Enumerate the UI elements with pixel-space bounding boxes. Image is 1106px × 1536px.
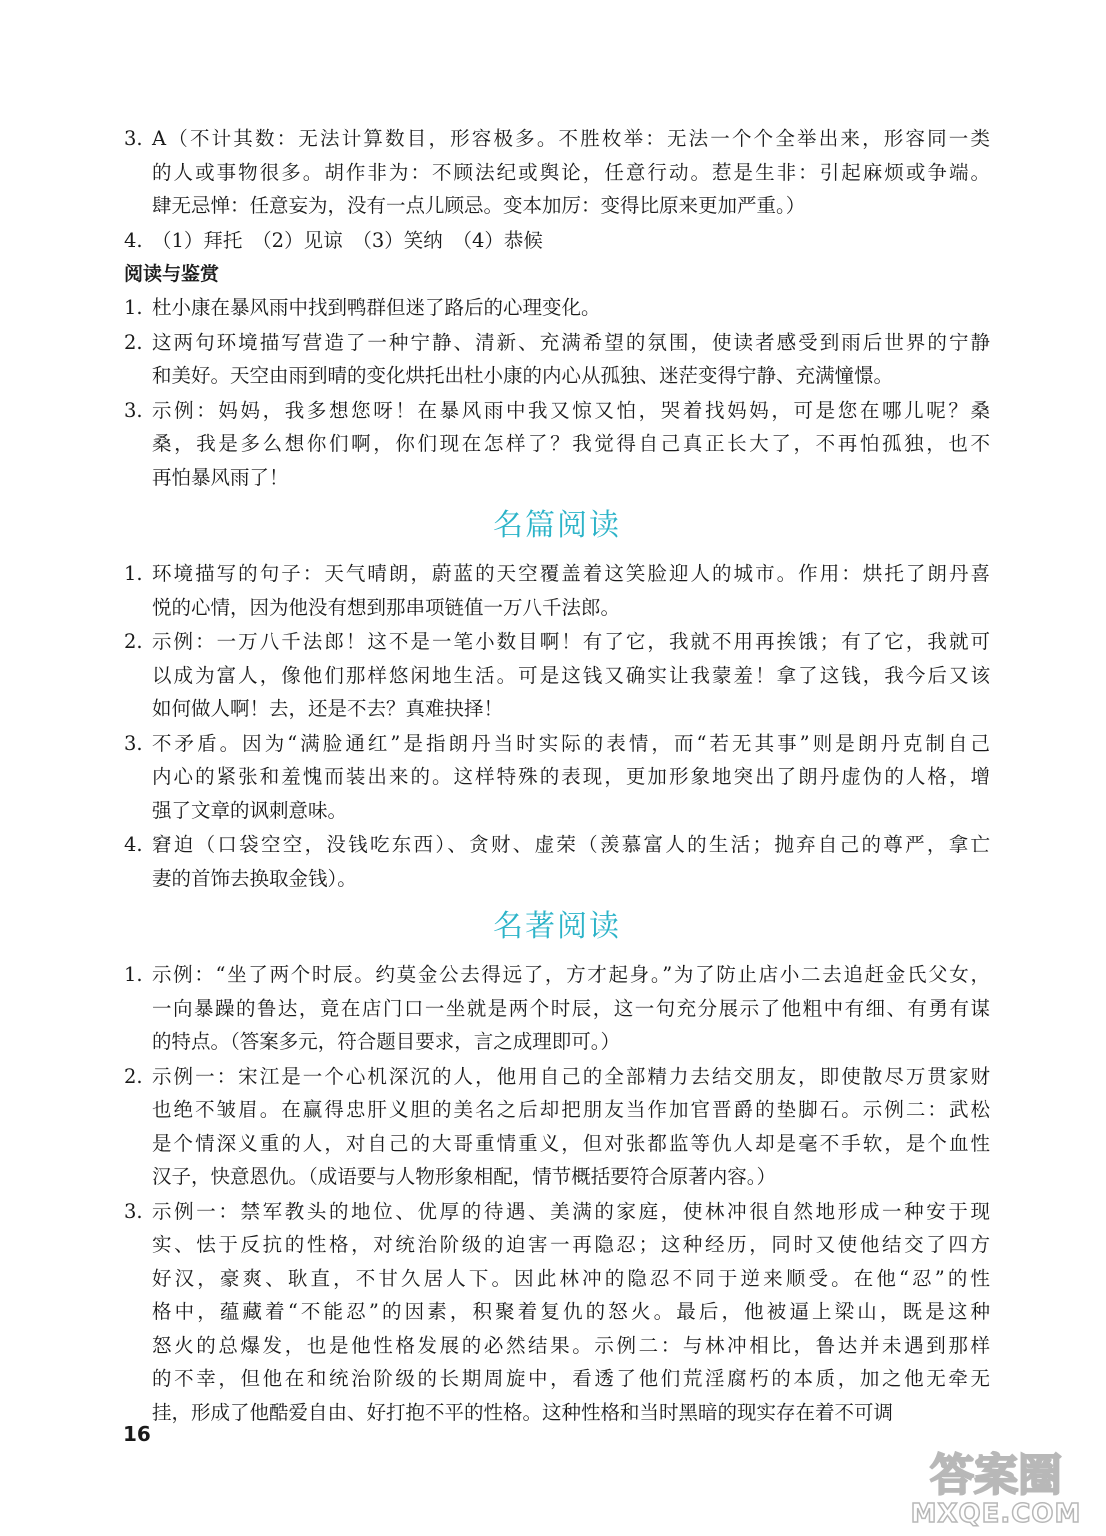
- item-line: 的特点。（答案多元，符合题目要求，言之成理即可。）: [152, 1030, 621, 1053]
- item-line: 实、怯于反抗的性格，对统治阶级的迫害一再隐忍；这种经历，同时又使他结交了四方: [152, 1233, 990, 1256]
- item-line: 的不幸，但他在和统治阶级的长期周旋中，看透了他们荒淫腐朽的本质，加之他无牵无: [152, 1367, 990, 1390]
- reading-items: [124, 291, 990, 494]
- section-title-famous-articles: 名篇阅读: [493, 508, 621, 543]
- page-number: 16: [123, 1422, 151, 1446]
- item-number: 3.: [124, 398, 143, 422]
- item-line: 以成为富人，像他们那样悠闲地生活。可是这钱又确实让我蒙羞！拿了这钱，我今后又该: [152, 663, 990, 687]
- item-line: 挂，形成了他酷爱自由、好打抱不平的性格。这种性格和当时黑暗的现实存在着不可调: [152, 1400, 894, 1424]
- answer-item-3: [124, 122, 990, 223]
- item-number: 1.: [124, 963, 143, 986]
- item-line: 是个情深义重的人，对自己的大哥重情重义，但对张都监等仇人却是毫不手软，是个血性: [152, 1131, 990, 1155]
- item-line: 肆无忌惮：任意妄为，没有一点儿顾忌。变本加厉：变得比原来更加严重。）: [152, 194, 806, 217]
- item-line: 示例：妈妈，我多想您呀！在暴风雨中我又惊又怕，哭着找妈妈，可是您在哪儿呢？桑: [152, 398, 990, 422]
- item-line: 窘迫（口袋空空，没钱吃东西）、贪财、虚荣（羡慕富人的生活；抛弃自己的尊严，拿亡: [152, 833, 990, 856]
- item-line: 示例一：禁军教头的地位、优厚的待遇、美满的家庭，使林冲很自然地形成一种安于现: [152, 1199, 990, 1223]
- item-line: 如何做人啊！去，还是不去？真难抉择！: [152, 697, 504, 720]
- item-line: 示例：“坐了两个时辰。约莫金公去得远了，方才起身。”为了防止店小二去追赶金氏父女，: [152, 963, 990, 986]
- item-line: 再怕暴风雨了！: [152, 465, 289, 489]
- item-line: 汉子，快意恩仇。（成语要与人物形象相配，情节概括要符合原著内容。）: [152, 1165, 777, 1188]
- item-line: 的人或事物很多。胡作非为：不顾法纪或舆论，任意行动。惹是生非：引起麻烦或争端。: [152, 160, 990, 184]
- item-line: 格中，蕴藏着“不能忍”的因素，积聚着复仇的怒火。最后，他被逼上梁山，既是这种: [152, 1300, 990, 1323]
- answer-item: [124, 958, 990, 1059]
- item-line: 一向暴躁的鲁达，竟在店门口一坐就是两个时辰，这一句充分展示了他粗中有细、有勇有谋: [152, 996, 990, 1020]
- item-line: 强了文章的讽刺意味。: [152, 798, 348, 822]
- item-line: 也绝不皱眉。在赢得忠肝义胆的美名之后却把朋友当作加官晋爵的垫脚石。示例二：武松: [152, 1098, 990, 1121]
- item-number: 1.: [124, 562, 143, 585]
- answer-item-4: [124, 224, 990, 258]
- item-line: A（不计其数：无法计算数目，形容极多。不胜枚举：无法一个个全举出来，形容同一类: [152, 127, 990, 150]
- answer-item: [124, 291, 990, 325]
- answer-item: [124, 1195, 990, 1430]
- item-line: 好汉，豪爽、耿直，不甘久居人下。因此林冲的隐忍不同于逆来顺受。在他“忍”的性: [152, 1266, 990, 1290]
- item-line: 悦的心情，因为他没有想到那串项链值一万八千法郎。: [152, 595, 621, 619]
- answer-item: [124, 326, 990, 393]
- page-content: [124, 122, 990, 1430]
- answer-item: [124, 1060, 990, 1194]
- item-number: 3.: [124, 127, 143, 150]
- section2-items: [124, 958, 990, 1429]
- section1-items: [124, 557, 990, 895]
- watermark-logo-icon: [896, 1438, 1096, 1530]
- item-number: 4.: [124, 833, 143, 856]
- item-line: 妻的首饰去换取金钱）。: [152, 866, 357, 890]
- watermark-text: 答案圈: [930, 1450, 1062, 1501]
- item-line: 桑，我是多么想你们啊，你们现在怎样了？我觉得自己真正长大了，不再怕孤独，也不: [152, 432, 990, 455]
- item-line: 示例：一万八千法郎！这不是一笔小数目啊！有了它，我就不用再挨饿；有了它，我就可: [152, 630, 990, 653]
- answer-item: [124, 828, 990, 895]
- item-number: 2.: [124, 630, 143, 653]
- item-number: 2.: [124, 1064, 143, 1088]
- reading-heading: 阅读与鉴赏: [124, 263, 220, 285]
- item-line: 这两句环境描写营造了一种宁静、清新、充满希望的氛围，使读者感受到雨后世界的宁静: [152, 330, 990, 354]
- item-number: 3.: [124, 731, 143, 755]
- item-number: 4.: [124, 228, 143, 252]
- item-line: 不矛盾。因为“满脸通红”是指朗丹当时实际的表情，而“若无其事”则是朗丹克制自己: [152, 731, 990, 755]
- item-number: 1.: [124, 296, 143, 319]
- item-line: 环境描写的句子：天气晴朗，蔚蓝的天空覆盖着这笑脸迎人的城市。作用：烘托了朗丹喜: [152, 562, 990, 585]
- item-line: 示例一：宋江是一个心机深沉的人，他用自己的全部精力去结交朋友，即使散尽万贯家财: [152, 1064, 990, 1088]
- section-title-famous-books: 名著阅读: [493, 909, 621, 944]
- answer-item: [124, 394, 990, 495]
- answer-item: [124, 727, 990, 828]
- answer-item: [124, 625, 990, 726]
- item-line: 和美好。天空由雨到晴的变化烘托出杜小康的内心从孤独、迷茫变得宁静、充满憧憬。: [152, 364, 894, 387]
- answer-item: [124, 557, 990, 624]
- watermark-url: MXQE.COM: [910, 1499, 1082, 1529]
- item-line: 内心的紧张和羞愧而装出来的。这样特殊的表现，更加形象地突出了朗丹虚伪的人格，增: [152, 765, 990, 788]
- item-number: 2.: [124, 330, 143, 354]
- item-line: 杜小康在暴风雨中找到鸭群但迷了路后的心理变化。: [152, 296, 601, 319]
- item-number: 3.: [124, 1199, 143, 1223]
- item-line: （1）拜托 （2）见谅 （3）笑纳 （4）恭候: [152, 228, 543, 252]
- item-line: 怒火的总爆发，也是他性格发展的必然结果。示例二：与林冲相比，鲁达并未遇到那样: [152, 1333, 990, 1357]
